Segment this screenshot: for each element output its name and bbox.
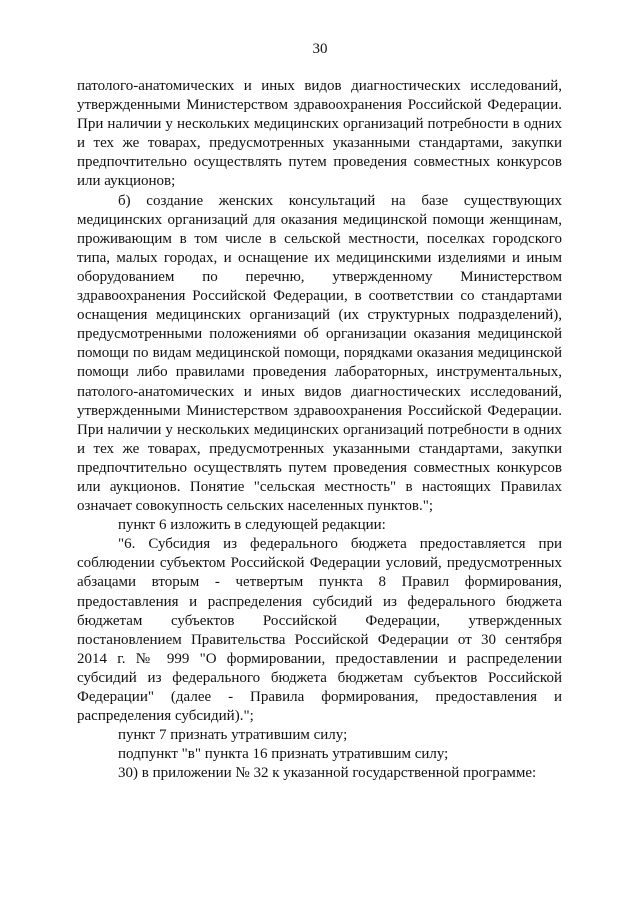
paragraph-subitem-b: б) создание женских консультаций на базе существующих медицинских организаций для оказания медицинской помощи женщинам, проживающим в том числе в сельской местности, поселках городского типа, малых городах, и оснащение их медицинскими изделиями и иным оборудованием по перечню, утвержденному Министерством здравоохранения Российской Федерации, в соответствии со стандартами оснащения медицинских организаций (их структурных подразделений), предусмотренными положениями об организации оказания медицинской помощи по видам медицинской помощи, порядками оказания медицинской помощи либо правилами проведения лабораторных, инструментальных, патолого-анатомических и иных видов диагностических исследований, утвержденными Министерством здравоохранения Российской Федерации. При наличии у нескольких медицинских организаций потребности в одних и тех же товарах, предусмотренных указанными стандартами, закупки предпочтительно осуществлять путем проведения совместных конкурсов или аукционов. Понятие "сельская местность" в настоящих Правилах означает совокупность сельских населенных пунктов."; (77, 192, 562, 515)
paragraph-point-6-instruction: пункт 6 изложить в следующей редакции: (118, 517, 386, 534)
document-body (77, 77, 562, 783)
paragraph-point-6-text: "6. Субсидия из федерального бюджета предоставляется при соблюдении субъектом Российской Федерации условий, предусмотренных абзацами вторым - четвертым пункта 8 Правил формирования, предоставления и распределения субсидий из федерального бюджета бюджетам субъектов Российской Федерации, утвержденных постановлением Правительства Российской Федерации от 30 сентября 2014 г. № 999 "О формировании, предоставлении и распределении субсидий из федерального бюджета бюджетам субъектов Российской Федерации" (далее - Правила формирования, предоставления и распределения субсидий)."; (77, 536, 562, 725)
paragraph-item-30: 30) в приложении № 32 к указанной государственной программе: (118, 765, 537, 782)
paragraph-point-7: пункт 7 признать утратившим силу; (118, 727, 348, 744)
paragraph-continuation: патолого-анатомических и иных видов диагностических исследований, утвержденными Министерством здравоохранения Российской Федерации. При наличии у нескольких медицинских организаций потребности в одних и тех же товарах, предусмотренных указанными стандартами, закупки предпочтительно осуществлять путем проведения совместных конкурсов или аукционов; (77, 78, 562, 190)
paragraph-subpoint-v-16: подпункт "в" пункта 16 признать утратившим силу; (118, 746, 449, 763)
page-number: 30 (312, 41, 328, 57)
